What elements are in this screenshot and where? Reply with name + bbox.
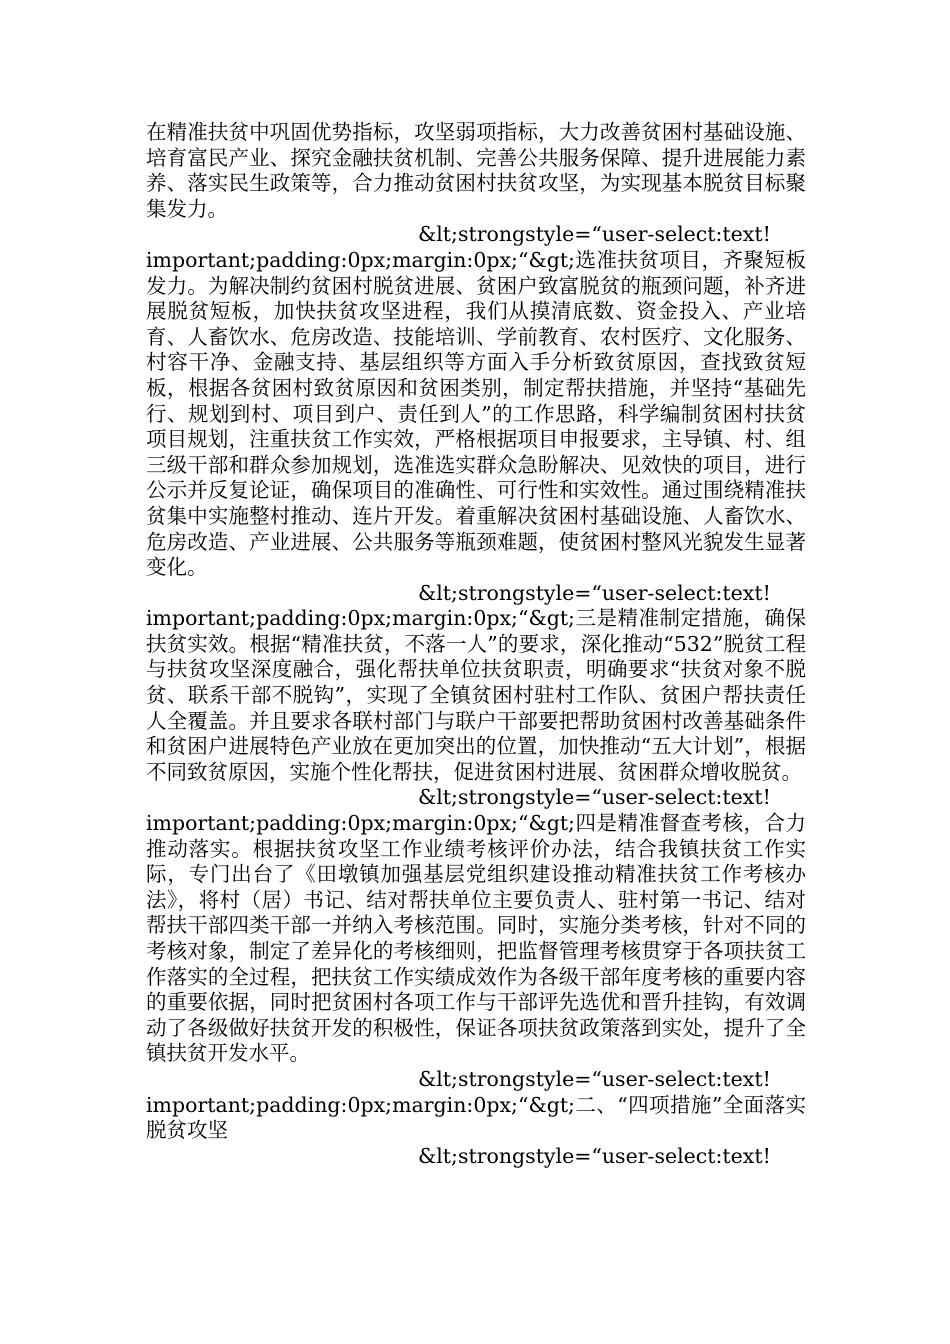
paragraph-6-lead: &lt;strongstyle=“user-select:text! <box>418 1143 771 1168</box>
paragraph-4 <box>146 785 806 1067</box>
paragraph-4-lead: &lt;strongstyle=“user-select:text! <box>418 785 771 810</box>
paragraph-1-text: 在精准扶贫中巩固优势指标，攻坚弱项指标，大力改善贫困村基础设施、培育富民产业、探究金融扶贫机制、完善公共服务保障、提升进展能力素养、落实民生政策等，合力推动贫困村扶贫攻坚，为实现基本脱贫目标聚集发力。 <box>146 120 806 221</box>
paragraph-5-text: important;padding:0px;margin:0px;“&gt;二、“四项措施”全面落实脱贫攻坚 <box>146 1092 806 1143</box>
paragraph-2 <box>146 222 806 580</box>
paragraph-5 <box>146 1067 806 1144</box>
paragraph-6 <box>146 1144 806 1170</box>
paragraph-3 <box>146 581 806 786</box>
paragraph-3-text: important;padding:0px;margin:0px;“&gt;三是精准制定措施，确保扶贫实效。根据“精准扶贫，不落一人”的要求，深化推动“532”脱贫工程与扶贫攻坚深度融合，强化帮扶单位扶贫职责，明确要求“扶贫对象不脱贫、联系干部不脱钩”，实现了全镇贫困村驻村工作队、贫困户帮扶责任人全覆盖。并且要求各联村部门与联户干部要把帮助贫困村改善基础条件和贫困户进展特色产业放在更加突出的位置，加快推动“五大计划”，根据不同致贫原因，实施个性化帮扶，促进贫困村进展、贫困群众增收脱贫。 <box>146 606 806 784</box>
paragraph-2-lead: &lt;strongstyle=“user-select:text! <box>418 222 771 247</box>
document-page <box>146 120 806 1169</box>
paragraph-5-lead: &lt;strongstyle=“user-select:text! <box>418 1066 771 1091</box>
paragraph-3-lead: &lt;strongstyle=“user-select:text! <box>418 580 771 605</box>
paragraph-4-text: important;padding:0px;margin:0px;“&gt;四是精准督查考核，合力推动落实。根据扶贫攻坚工作业绩考核评价办法，结合我镇扶贫工作实际，专门出台了《田墩镇加强基层党组织建设推动精准扶贫工作考核办法》，将村（居）书记、结对帮扶单位主要负责人、驻村第一书记、结对帮扶干部四类干部一并纳入考核范围。同时，实施分类考核，针对不同的考核对象，制定了差异化的考核细则，把监督管理考核贯穿于各项扶贫工作落实的全过程，把扶贫工作实绩成效作为各级干部年度考核的重要内容的重要依据，同时把贫困村各项工作与干部评先选优和晋升挂钩，有效调动了各级做好扶贫开发的积极性，保证各项扶贫政策落到实处，提升了全镇扶贫开发水平。 <box>146 811 806 1066</box>
paragraph-1 <box>146 120 806 222</box>
paragraph-2-text: important;padding:0px;margin:0px;“&gt;选准扶贫项目，齐聚短板发力。为解决制约贫困村脱贫进展、贫困户致富脱贫的瓶颈问题，补齐进展脱贫短板，加快扶贫攻坚进程，我们从摸清底数、资金投入、产业培育、人畜饮水、危房改造、技能培训、学前教育、农村医疗、文化服务、村容干净、金融支持、基层组织等方面入手分析致贫原因，查找致贫短板，根据各贫困村致贫原因和贫困类别，制定帮扶措施，并坚持“基础先行、规划到村、项目到户、责任到人”的工作思路，科学编制贫困村扶贫项目规划，注重扶贫工作实效，严格根据项目申报要求，主导镇、村、组三级干部和群众参加规划，选准选实群众急盼解决、见效快的项目，进行公示并反复论证，确保项目的准确性、可行性和实效性。通过围绕精准扶贫集中实施整村推动、连片开发。着重解决贫困村基础设施、人畜饮水、危房改造、产业进展、公共服务等瓶颈难题，使贫困村整风光貌发生显著变化。 <box>146 247 806 580</box>
